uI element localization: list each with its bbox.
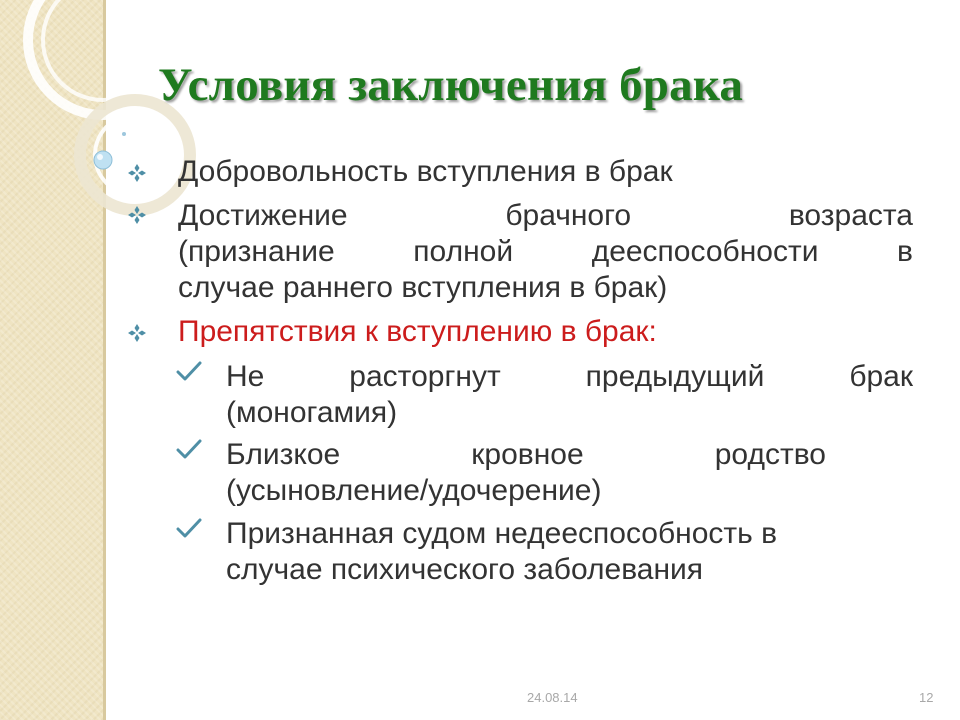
- bullet-item-highlight: [178, 314, 913, 350]
- sub-bullet-line: (моногамия): [226, 396, 398, 429]
- bullet-line: [178, 234, 913, 270]
- bullet-line: случае раннего вступления в брак): [178, 271, 668, 304]
- sub-bullet-line: Признанная судом недееспособность в: [226, 517, 778, 550]
- checkmark-icon: [176, 517, 202, 539]
- sub-bullet-item: [226, 516, 916, 588]
- checkmark-icon: [176, 438, 202, 460]
- sub-bullet-line: [226, 359, 913, 395]
- sub-bullet-word: Близкое: [226, 438, 341, 471]
- bullet-text: Добровольность вступления в брак: [178, 155, 673, 188]
- sub-bullet-word: родство: [714, 438, 826, 471]
- sub-bullet-item: [226, 359, 913, 431]
- sub-bullet-line: [226, 437, 826, 473]
- bullet-word: брачного: [505, 199, 632, 232]
- sub-bullet-line: (усыновление/удочерение): [226, 474, 602, 507]
- bullet-word: Достижение: [178, 199, 348, 232]
- bullet-word: (признание: [178, 235, 335, 268]
- sub-bullet-word: расторгнут: [349, 360, 501, 393]
- diamond-bullet-icon: [127, 205, 147, 225]
- bullet-item: [178, 154, 913, 190]
- bullet-word: в: [897, 235, 913, 268]
- bullet-word: дееспособности: [591, 235, 819, 268]
- sub-bullet-word: Не: [226, 360, 265, 393]
- sub-bullet-word: предыдущий: [585, 360, 765, 393]
- sub-bullet-line: случае психического заболевания: [226, 553, 704, 586]
- sub-bullet-word: брак: [849, 360, 913, 393]
- footer-page-number: 12: [919, 690, 934, 705]
- bullet-word: возраста: [788, 199, 913, 232]
- checkmark-icon: [176, 360, 202, 382]
- bullet-text: Препятствия к вступлению в брак:: [178, 315, 657, 348]
- bullet-line: [178, 198, 913, 234]
- diamond-bullet-icon: [127, 323, 147, 343]
- diamond-bullet-icon: [127, 163, 147, 183]
- bullet-item: [178, 198, 913, 306]
- footer-date: 24.08.14: [527, 690, 578, 705]
- sub-bullet-word: кровное: [471, 438, 584, 471]
- bullet-word: полной: [413, 235, 514, 268]
- sub-bullet-item: [226, 437, 913, 509]
- slide-title: Условия заключения брака: [158, 59, 744, 111]
